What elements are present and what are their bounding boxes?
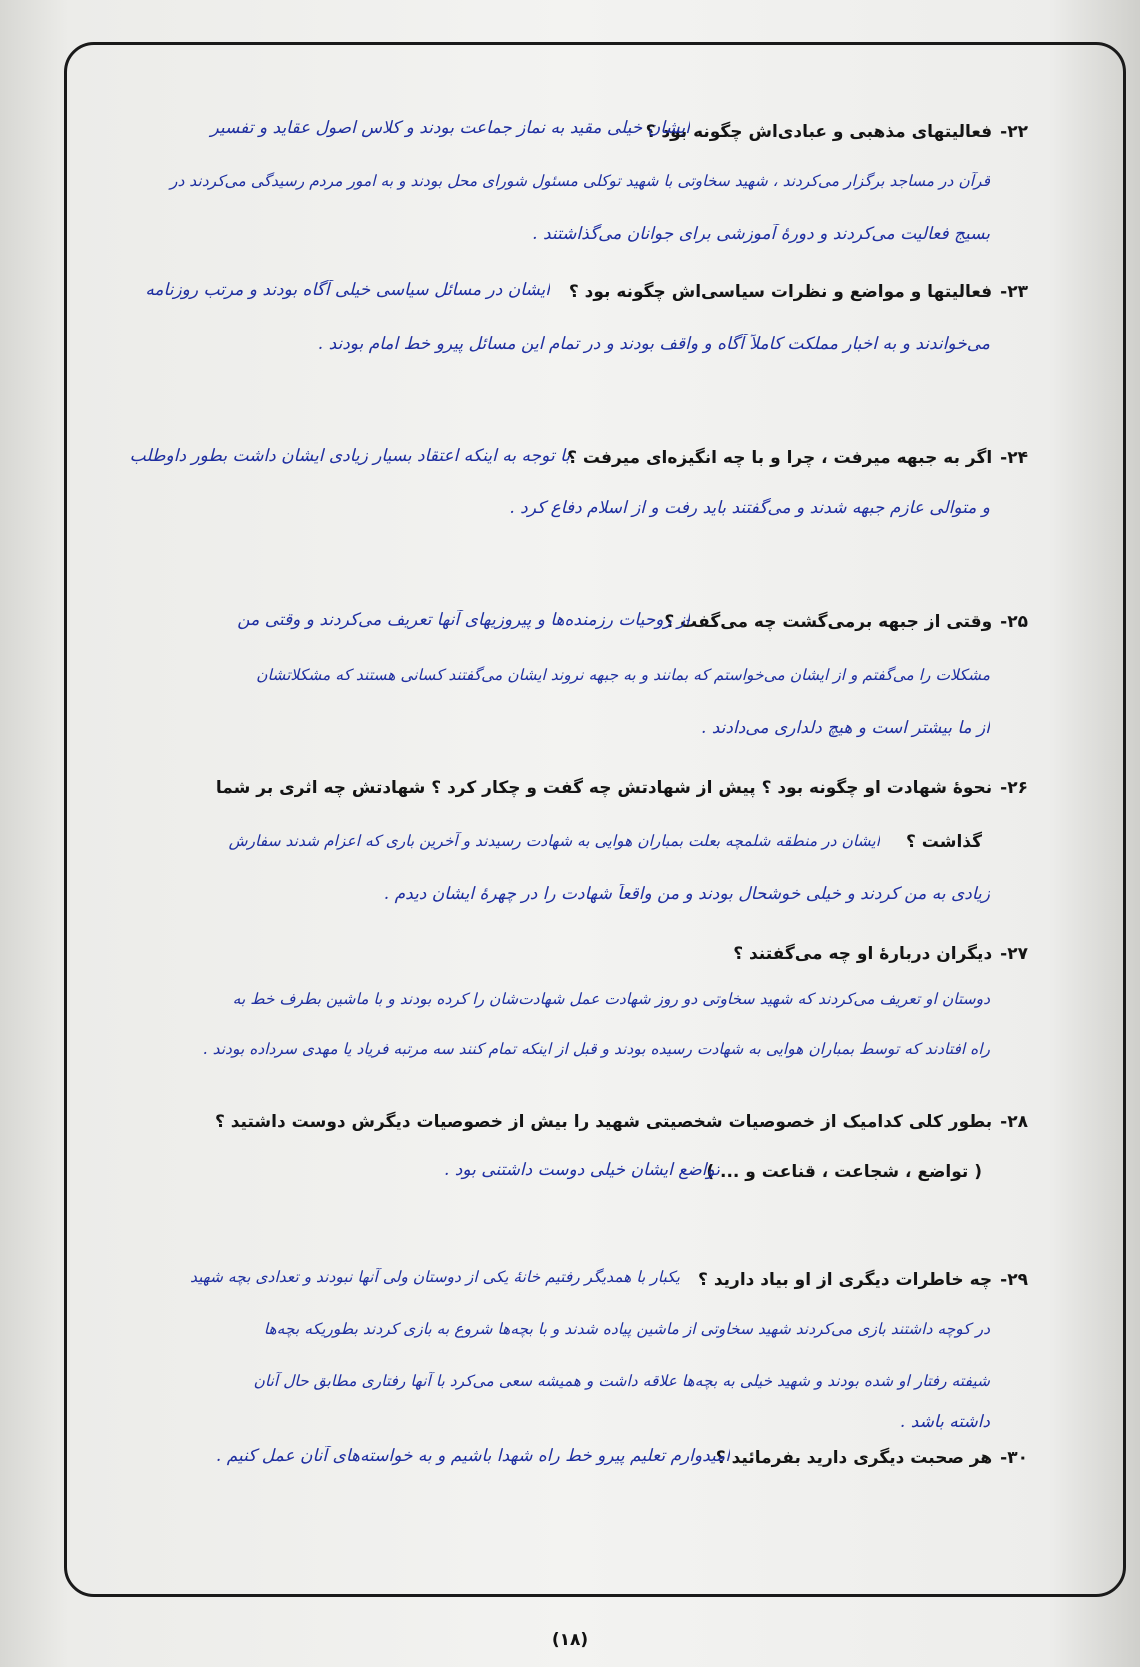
- question-number: ۲۶-: [1000, 778, 1028, 798]
- question-27: [733, 944, 1028, 964]
- answer-line: ایشان در منطقه شلمچه بعلت بمباران هوایی به شهادت رسیدند و آخرین باری که اعزام شدند سفارش: [228, 832, 880, 850]
- page-frame: [64, 42, 1126, 1597]
- question-text: بطور کلی کدامیک از خصوصیات شخصیتی شهید را بیش از خصوصیات دیگرش دوست داشتید ؟: [214, 1112, 993, 1132]
- answer-line: تواضع ایشان خیلی دوست داشتنی بود .: [443, 1160, 720, 1180]
- question-24: [567, 448, 1028, 468]
- question-text: فعالیتها و مواضع و نظرات سیاسی‌اش چگونه بود ؟: [568, 282, 993, 302]
- answer-line: شیفته رفتار او شده بودند و شهید خیلی به بچه‌ها علاقه داشت و همیشه سعی می‌کرد با آنها رفتاری مطابق حال آنان: [253, 1372, 990, 1390]
- answer-line: قرآن در مساجد برگزار می‌کردند ، شهید سخاوتی با شهید توکلی مسئول شورای محل بودند و به امور مردم رسیدگی می‌کردند در: [169, 172, 990, 190]
- question-number: ۲۴-: [1000, 448, 1028, 468]
- answer-line: از ما بیشتر است و هیچ دلداری می‌دادند .: [700, 718, 990, 738]
- answer-line: امیدوارم تعلیم پیرو خط راه شهدا باشیم و به خواسته‌های آنان عمل کنیم .: [215, 1446, 730, 1466]
- question-25: [664, 612, 1028, 632]
- page-number: (۱۸): [551, 1630, 589, 1650]
- question-30: [716, 1448, 1028, 1468]
- answer-line: یکبار با همدیگر رفتیم خانهٔ یکی از دوستان ولی آنها نبودند و تعدادی بچه شهید: [190, 1268, 680, 1286]
- question-text: فعالیتهای مذهبی و عبادی‌اش چگونه بود ؟: [645, 122, 993, 142]
- answer-line: در کوچه داشتند بازی می‌کردند شهید سخاوتی از ماشین پیاده شدند و با بچه‌ها شروع به بازی کردند بطوریکه بچه‌ها: [263, 1320, 990, 1338]
- question-29: [698, 1270, 1028, 1290]
- question-number: ۲۸-: [1000, 1112, 1028, 1132]
- answer-line: مشکلات را می‌گفتم و از ایشان می‌خواستم که بمانند و به جبهه نروند ایشان می‌گفتند کسانی هستند که مشکلاتشان: [256, 666, 990, 684]
- answer-line: زیادی به من کردند و خیلی خوشحال بودند و من واقعاً شهادت را در چهرهٔ ایشان دیدم .: [383, 884, 990, 904]
- answer-line: ایشان خیلی مقید به نماز جماعت بودند و کلاس اصول عقاید و تفسیر: [210, 118, 690, 138]
- question-text: هر صحبت دیگری دارید بفرمائید ؟: [715, 1448, 993, 1468]
- answer-line: با توجه به اینکه اعتقاد بسیار زیادی ایشان داشت بطور داوطلب: [129, 446, 570, 466]
- question-22: [646, 122, 1028, 142]
- question-text: نحوهٔ شهادت او چگونه بود ؟ پیش از شهادتش چه گفت و چکار کرد ؟ شهادتش چه اثری بر شما: [215, 778, 993, 798]
- question-number: ۲۳-: [1000, 282, 1028, 302]
- question-23: [569, 282, 1028, 302]
- question-28-options: ( تواضع ، شجاعت ، قناعت و ... ): [706, 1162, 982, 1182]
- question-text: چه خاطرات دیگری از او بیاد دارید ؟: [698, 1270, 993, 1290]
- answer-line: و متوالی عازم جبهه شدند و می‌گفتند باید رفت و از اسلام دفاع کرد .: [509, 498, 990, 518]
- question-number: ۳۰-: [1000, 1448, 1028, 1468]
- question-text: وقتی از جبهه برمی‌گشت چه می‌گفت ؟: [664, 612, 993, 632]
- answer-line: ایشان در مسائل سیاسی خیلی آگاه بودند و مرتب روزنامه: [145, 280, 550, 300]
- answer-line: راه افتادند که توسط بمباران هوایی به شهادت رسیده بودند و قبل از اینکه تمام کنند سه مرتبه فریاد یا مهدی سرداده بودند .: [202, 1040, 990, 1058]
- question-26-continued: گذاشت ؟: [905, 832, 982, 852]
- question-number: ۲۲-: [1000, 122, 1028, 142]
- question-number: ۲۷-: [1000, 944, 1028, 964]
- question-number: ۲۵-: [1000, 612, 1028, 632]
- question-text: اگر به جبهه میرفت ، چرا و با چه انگیزه‌ای میرفت ؟: [567, 448, 993, 468]
- answer-line: می‌خواندند و به اخبار مملکت کاملاً آگاه و واقف بودند و در تمام این مسائل پیرو خط امام بودند .: [317, 334, 990, 354]
- answer-line: از روحیات رزمنده‌ها و پیروزیهای آنها تعریف می‌کردند و وقتی من: [237, 610, 690, 630]
- question-number: ۲۹-: [1000, 1270, 1028, 1290]
- question-26: [216, 778, 1028, 798]
- answer-line: داشته باشد .: [899, 1412, 990, 1432]
- question-28: [215, 1112, 1028, 1132]
- answer-line: دوستان او تعریف می‌کردند که شهید سخاوتی دو روز شهادت عمل شهادت‌شان را کرده بودند و با ماشین بطرف خط به: [232, 990, 990, 1008]
- answer-line: بسیج فعالیت می‌کردند و دورهٔ آموزشی برای جوانان می‌گذاشتند .: [532, 224, 990, 244]
- question-text: دیگران دربارهٔ او چه می‌گفتند ؟: [733, 944, 993, 964]
